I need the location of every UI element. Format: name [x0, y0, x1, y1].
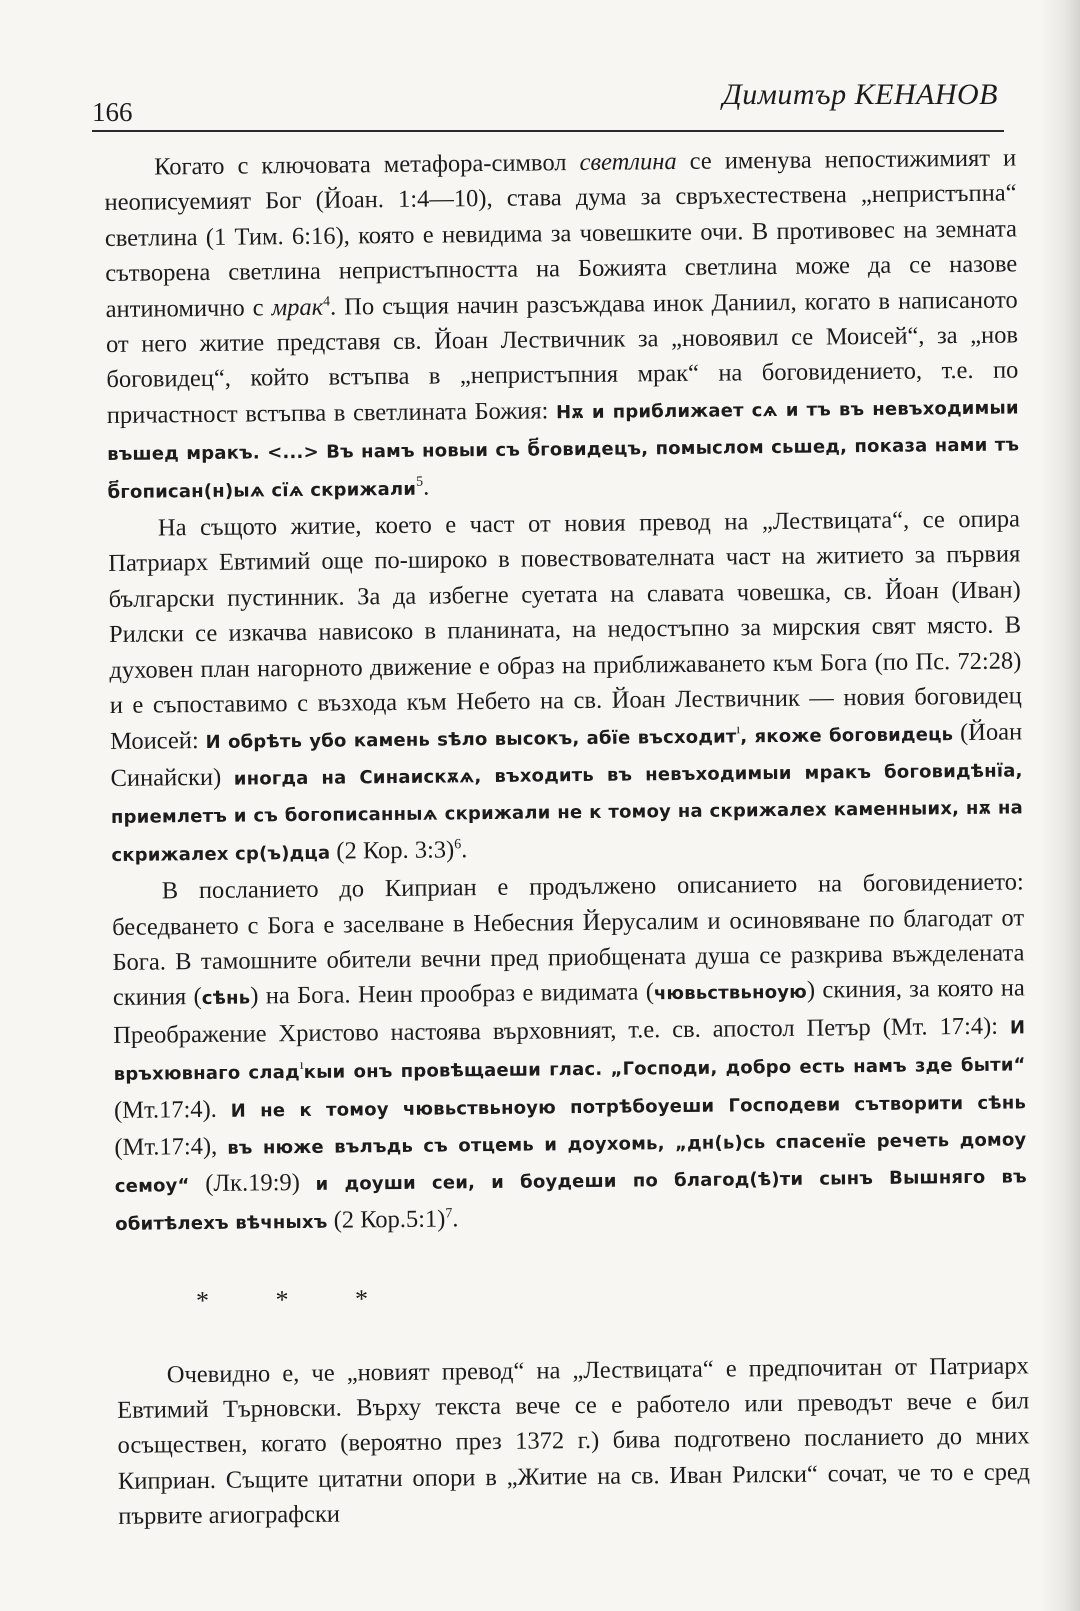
paragraph-1: Когато с ключовата метафора-символ светлина се именува непостижимият и неописуемият Бог (Йоан. 1:4—10), става дума за свръхестествена „непристъпна“ светлина (1 Тим. 6:16), която е невидима за човешките очи. В противовес на земната сътворена светлина непристъпността на Божията светлина може да се назове антиномично с мрак$^4$. По същия начин разсъждава инок Даниил, когато в написаното от него житие представя св. Йоан Лествичник за „новоявил се Моисей“, за „нов боговидец“, който встъпва в „непристъпния мрак“ на боговидението, т.е. по причастност встъпва в светлината Божия: Нѫ и приближает сѧ и тъ въ невъходимыи въшед мракъ. <...> Въ намъ новыи съ б҃говидецъ, помыслом сьшед, показа нами тъ б҃гописан(н)ыѧ сїѧ скрижали$^5$. — [104, 144, 1020, 503]
page-header — [92, 78, 1004, 132]
paragraph-2: На същото житие, което е част от новия превод на „Лествицата“, се опира Патриарх Евтимий още по-широко в повествователната част на житието за първия български пустинник. За да избегне суетата на славата човешка, св. Йоан (Иван) Рилски се изкачва нависоко в планината, на недостъпно за мирския свят място. В духовен план нагорното движение е образ на приближаването към Бога (по Пс. 72:28) и е съпоставимо с възхода към Небето на св. Йоан Лествичник — новия боговидец Моисей: И обрѣть убо камень ѕѣло высокъ, абїе въсходит$^ı$, якоже боговидець (Йоан Синайски) иногда на Синаискѫѧ, въходить въ невъходимыи мракъ боговидѣнїа, приемлетъ и съ богописанныѧ скрижали не к томоу на скрижалех каменныих, нѫ на скрижалех ср(ъ)дца (2 Кор. 3:3)$^6$. — [108, 505, 1024, 866]
spine-shadow — [1040, 0, 1080, 1611]
italic-term: светлина — [579, 148, 677, 177]
running-head-author: Димитър КЕНАНОВ — [722, 78, 998, 111]
footnote-marker: 7 — [445, 1206, 453, 1222]
section-separator: * * * — [195, 1284, 399, 1316]
paragraph-3: В посланието до Киприан е продължено описанието на боговидението: беседването с Бога е заселване в Небесния Йерусалим и осиновяване по благодат от Бога. В тамошните обители вечни пред приобщената душа се разкрива въжделената скиния (сѣнь) на Бога. Неин прообраз е видимата (чювьствьноую) скиния, за която на Преображение Христово настоява върховният, т.е. св. апостол Петър (Мт. 17:4): И връхювнаго слад$^ı$кыи онъ провѣщаеши глас. „Господи, добро есть намъ зде быти“ (Мт.17:4). И не к томоу чювьствьноую потрѣбоуеши Господеви сътворити сѣнь (Мт.17:4), въ нюже вълъдь съ отцемь и доухомь, „дн(ь)сь спасенїе речеть домоу семоу“ (Лк.19:9) и доуши сеи, и боудеши по благод(ѣ)ти сынъ Вышняго въ обитѣлехъ вѣчныхъ (2 Кор.5:1)$^7$. — [111, 868, 1027, 1235]
italic-term: мрак — [271, 293, 324, 321]
page-number: 166 — [92, 97, 133, 127]
church-slavonic-quote: кыи онъ провѣщаеши глас. „Господи, добро есть намъ зде быти“ — [303, 1054, 1026, 1084]
church-slavonic-quote: иногда на Синаискѫѧ, въходить въ невъходимыи мракъ боговидѣнїа, приемлетъ и съ богописанныѧ скрижали не к томоу на скрижалех каменныих, нѫ на скрижалех ср(ъ)дца — [110, 760, 1024, 866]
church-slavonic-word: чювьствьноую — [653, 982, 808, 1005]
church-slavonic-quote: И обрѣть убо камень ѕѣло высокъ, абїе въсходит — [205, 725, 737, 753]
church-slavonic-quote: Нѫ и приближает сѧ и тъ въ невъходимыи въшед мракъ. <...> Въ намъ новыи съ б҃говидецъ, помыслом сьшед, показа нами тъ б҃гописан(н)ыѧ сїѧ скрижали — [107, 397, 1020, 503]
church-slavonic-quote: И връхювнаго слад — [113, 1017, 1026, 1086]
body-text — [104, 140, 1030, 1534]
church-slavonic-word: сѣнь — [201, 987, 251, 1010]
header-rule — [92, 130, 1004, 132]
footnote-marker: ı — [736, 721, 741, 737]
footnote-marker: 4 — [322, 294, 331, 310]
footnote-marker: ı — [299, 1057, 304, 1073]
church-slavonic-quote: и доуши сеи, и боудеши по благод(ѣ)ти сынъ Вышняго въ обитѣлехъ вѣчныхъ — [115, 1166, 1027, 1235]
footnote-marker: 5 — [415, 474, 424, 490]
church-slavonic-quote: въ нюже вълъдь съ отцемь и доухомь, „дн(ь)сь спасенїе речеть домоу семоу“ — [114, 1129, 1027, 1198]
church-slavonic-quote: И не к томоу чювьствьноую потрѣбоуеши Господеви сътворити сѣнь — [230, 1091, 1027, 1122]
paragraph-4: Очевидно е, че „новият превод“ на „Лествицата“ е предпочитан от Патриарх Евтимий Търновски. Върху текста вече се е работело или преводът вече е бил осъществен, когато (вероятно през 1372 г.) бива подготвено посланието до мних Киприан. Същите цитатни опори в „Житие на св. Иван Рилски“ сочат, че то е сред първите агиографски — [117, 1351, 1031, 1531]
church-slavonic-quote: , якоже боговидець — [740, 723, 954, 747]
footnote-marker: 6 — [454, 836, 462, 852]
